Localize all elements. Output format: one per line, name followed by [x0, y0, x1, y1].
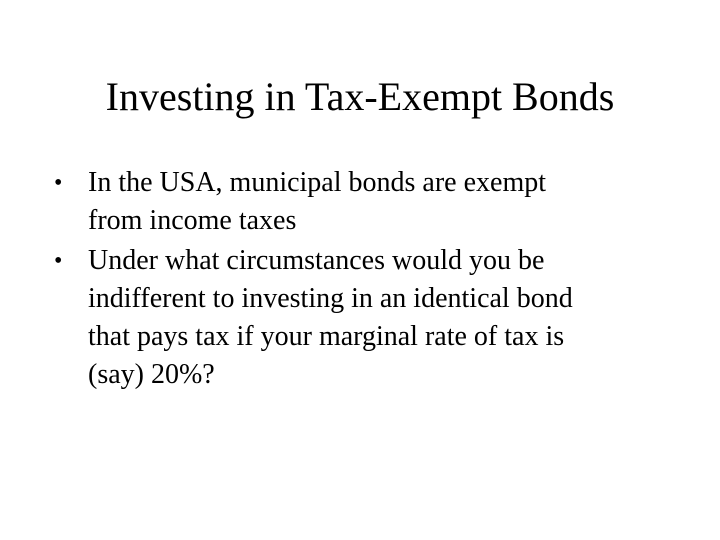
bullet-item [54, 242, 648, 394]
bullet-dot-icon: • [54, 248, 63, 274]
bullet-list [54, 164, 648, 396]
slide-title: Investing in Tax-Exempt Bonds [105, 74, 615, 119]
bullet-dot-icon: • [54, 170, 63, 196]
bullet-line: that pays tax if your marginal rate of tax is [88, 321, 565, 352]
bullet-text [88, 164, 648, 240]
bullet-line: Under what circumstances would you be [88, 245, 545, 276]
bullet-line: In the USA, municipal bonds are exempt [88, 167, 547, 198]
bullet-line: (say) 20%? [88, 359, 215, 390]
bullet-item [54, 164, 648, 240]
bullet-line: from income taxes [88, 205, 297, 236]
bullet-text [88, 242, 648, 394]
bullet-line: indifferent to investing in an identical bond [88, 283, 573, 314]
